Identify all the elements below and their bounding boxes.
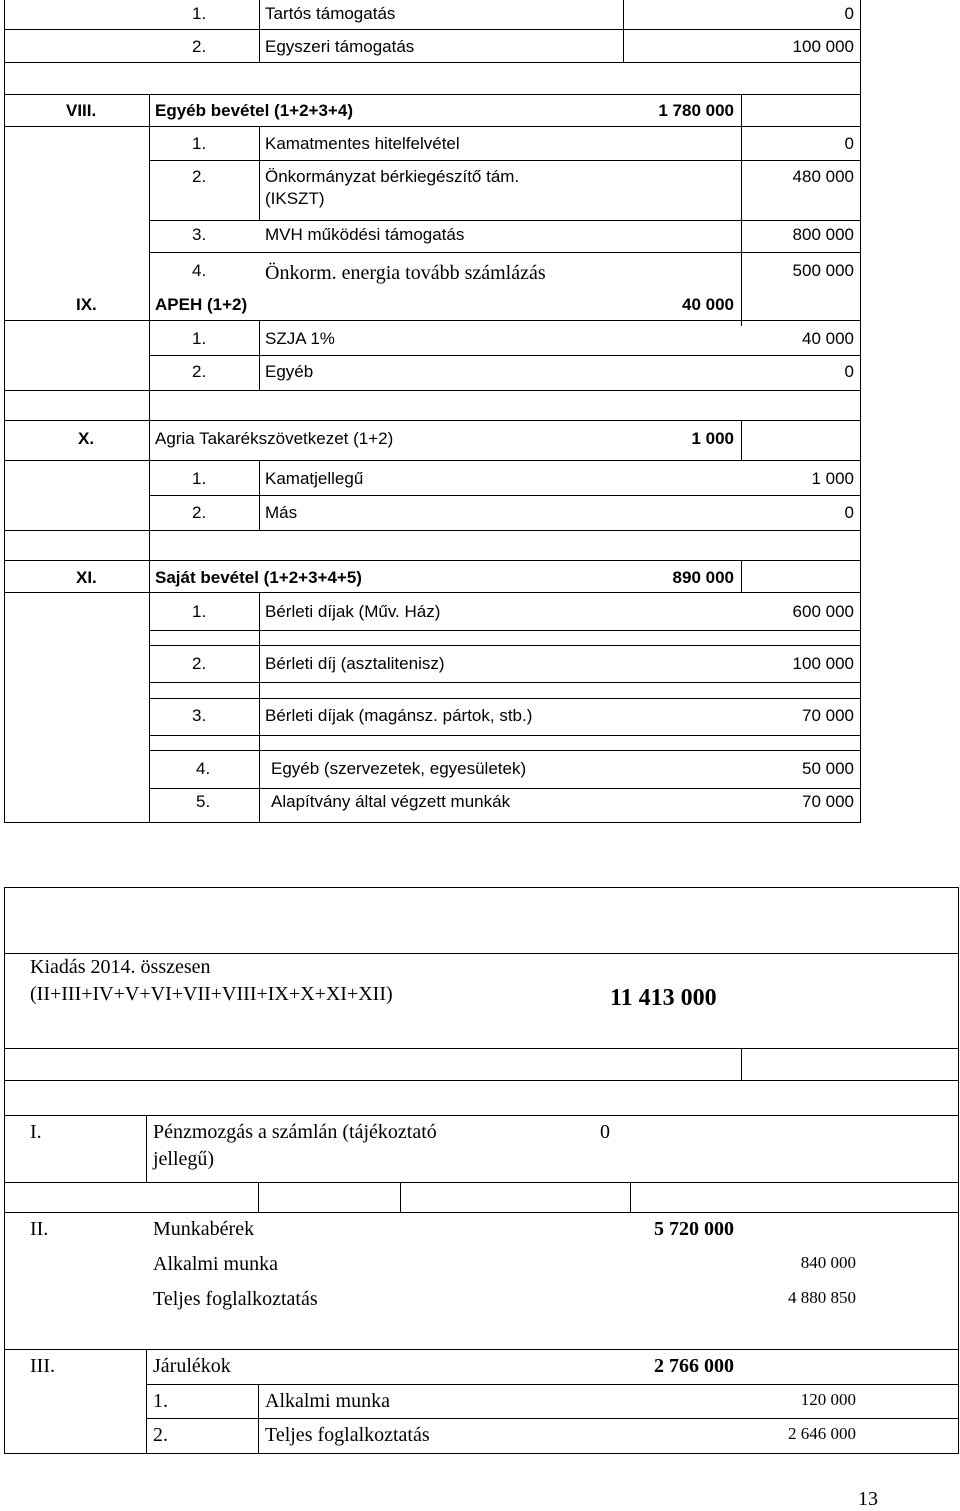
row-line: [4, 530, 861, 531]
row-label: Kamatmentes hitelfelvétel: [265, 134, 460, 153]
row-label: Teljes foglalkoztatás: [265, 1424, 430, 1446]
row-line: [149, 645, 861, 646]
row-label: Egyéb (szervezetek, egyesületek): [271, 759, 527, 778]
row-value: 800 000: [792, 225, 854, 244]
row-line: [4, 1349, 959, 1350]
row-value: 50 000: [802, 759, 854, 778]
row-number: 3.: [192, 706, 207, 725]
row-number: 2.: [192, 362, 207, 381]
row-label: Önkormányzat bérkiegészítő tám.: [265, 167, 520, 186]
row-number: 1.: [192, 602, 207, 621]
col-line: [741, 420, 742, 460]
row-number: 4.: [196, 759, 211, 778]
row-label: Bérleti díj (asztalitenisz): [265, 654, 445, 673]
col-line: [259, 126, 260, 220]
row-line: [4, 592, 861, 593]
row-line: [4, 822, 861, 823]
col-line: [741, 1048, 742, 1080]
row-label: Bérleti díjak (magánsz. pártok, stb.): [265, 706, 533, 725]
row-line: [4, 953, 959, 954]
row-line: [4, 94, 861, 95]
row-label: MVH működési támogatás: [265, 225, 465, 244]
section-roman: I.: [30, 1121, 42, 1143]
col-line: [741, 560, 742, 592]
row-line: [4, 62, 861, 63]
row-number: 1.: [192, 329, 207, 348]
row-line: [149, 698, 861, 699]
row-line: [4, 390, 861, 391]
total-label-formula: (II+III+IV+V+VI+VII+VIII+IX+X+XI+XII): [30, 983, 393, 1005]
row-number: 2.: [192, 654, 207, 673]
row-label: SZJA 1%: [265, 329, 335, 348]
row-line: [146, 1384, 959, 1385]
row-label-continued: (IKSZT): [265, 189, 325, 208]
row-value: 600 000: [792, 602, 854, 621]
total-label: Kiadás 2014. összesen: [30, 956, 211, 978]
row-value: 40 000: [802, 329, 854, 348]
row-label: Önkorm. energia tovább számlázás: [265, 262, 546, 284]
row-line: [4, 320, 861, 321]
row-label: Alkalmi munka: [153, 1253, 278, 1275]
col-line: [258, 1182, 259, 1212]
row-value: 840 000: [800, 1253, 856, 1272]
grand-total: 11 413 000: [610, 985, 717, 1011]
row-label: Egyéb: [265, 362, 314, 381]
row-line: [149, 735, 861, 736]
section-roman: II.: [30, 1218, 49, 1240]
row-line: [4, 1212, 959, 1213]
row-line: [149, 252, 861, 253]
section-value: 0: [600, 1121, 610, 1143]
row-line: [4, 420, 861, 421]
row-value: 0: [844, 362, 854, 381]
row-line: [149, 788, 861, 789]
section-total: 1 000: [691, 429, 734, 448]
col-line: [630, 1182, 631, 1212]
row-number: 1.: [153, 1390, 168, 1412]
section-total: 1 780 000: [658, 101, 734, 120]
row-label: Alapítvány által végzett munkák: [271, 792, 511, 811]
row-value: 70 000: [802, 792, 854, 811]
table-border-left: [4, 0, 5, 822]
col-line: [146, 1115, 147, 1182]
row-label: Bérleti díjak (Műv. Ház): [265, 602, 441, 621]
row-value: 480 000: [792, 167, 854, 186]
row-line: [149, 160, 861, 161]
row-label: Más: [265, 503, 298, 522]
row-line: [4, 887, 959, 888]
col-line: [741, 126, 742, 326]
col-line: [149, 94, 150, 822]
row-number: 2.: [153, 1424, 168, 1446]
row-line: [4, 1453, 959, 1454]
row-label: Alkalmi munka: [265, 1390, 390, 1412]
row-line: [149, 355, 861, 356]
section-title: Egyéb bevétel (1+2+3+4): [155, 101, 353, 120]
section-roman: XI.: [76, 568, 97, 587]
section-title: APEH (1+2): [155, 295, 248, 314]
row-line: [149, 682, 861, 683]
row-value: 0: [844, 503, 854, 522]
row-value: 2 646 000: [788, 1424, 856, 1443]
section-title-continued: jellegű): [153, 1148, 215, 1170]
col-line: [623, 0, 624, 62]
row-line: [4, 1048, 959, 1049]
row-number: 2.: [192, 167, 207, 186]
row-line: [149, 220, 861, 221]
row-label: Teljes foglalkoztatás: [153, 1288, 318, 1310]
section-total: 2 766 000: [654, 1355, 734, 1377]
table-border-right: [958, 887, 959, 1453]
row-line: [146, 1418, 959, 1419]
section-title: Saját bevétel (1+2+3+4+5): [155, 568, 362, 587]
page-number: 13: [858, 1488, 878, 1510]
row-value: 70 000: [802, 706, 854, 725]
section-roman: IX.: [76, 295, 97, 314]
section-title: Pénzmozgás a számlán (tájékoztató: [153, 1121, 437, 1143]
row-value: 500 000: [792, 261, 854, 280]
row-line: [4, 560, 861, 561]
row-line: [149, 495, 861, 496]
row-number: 1.: [192, 134, 207, 153]
col-line: [146, 1349, 147, 1453]
row-label: Tartós támogatás: [265, 4, 396, 23]
row-number: 5.: [196, 792, 211, 811]
row-line: [4, 460, 861, 461]
section-title: Járulékok: [153, 1355, 231, 1377]
row-label: Egyszeri támogatás: [265, 37, 415, 56]
col-line: [259, 0, 260, 62]
section-total: 40 000: [682, 295, 734, 314]
row-number: 2.: [192, 503, 207, 522]
section-title: Agria Takarékszövetkezet (1+2): [155, 429, 394, 448]
table-border-left: [4, 887, 5, 1453]
section-roman: VIII.: [66, 101, 97, 120]
row-value: 100 000: [792, 37, 854, 56]
row-line: [149, 750, 861, 751]
row-line: [4, 29, 861, 30]
row-value: 0: [844, 134, 854, 153]
row-value: 4 880 850: [788, 1288, 856, 1307]
row-line: [4, 1182, 959, 1183]
section-roman: X.: [78, 429, 95, 448]
row-number: 2.: [192, 37, 207, 56]
row-number: 4.: [192, 261, 207, 280]
row-value: 120 000: [800, 1390, 856, 1409]
row-number: 1.: [192, 4, 207, 23]
row-line: [149, 630, 861, 631]
row-number: 1.: [192, 469, 207, 488]
row-number: 3.: [192, 225, 207, 244]
section-title: Munkabérek: [153, 1218, 255, 1240]
col-line: [741, 94, 742, 126]
row-value: 0: [844, 4, 854, 23]
row-value: 100 000: [792, 654, 854, 673]
row-value: 1 000: [811, 469, 854, 488]
row-line: [4, 1080, 959, 1081]
row-label: Kamatjellegű: [265, 469, 364, 488]
section-total: 5 720 000: [654, 1218, 734, 1240]
section-roman: III.: [30, 1355, 55, 1377]
row-line: [4, 126, 861, 127]
section-total: 890 000: [672, 568, 734, 587]
col-line: [400, 1182, 401, 1212]
row-line: [4, 1115, 959, 1116]
